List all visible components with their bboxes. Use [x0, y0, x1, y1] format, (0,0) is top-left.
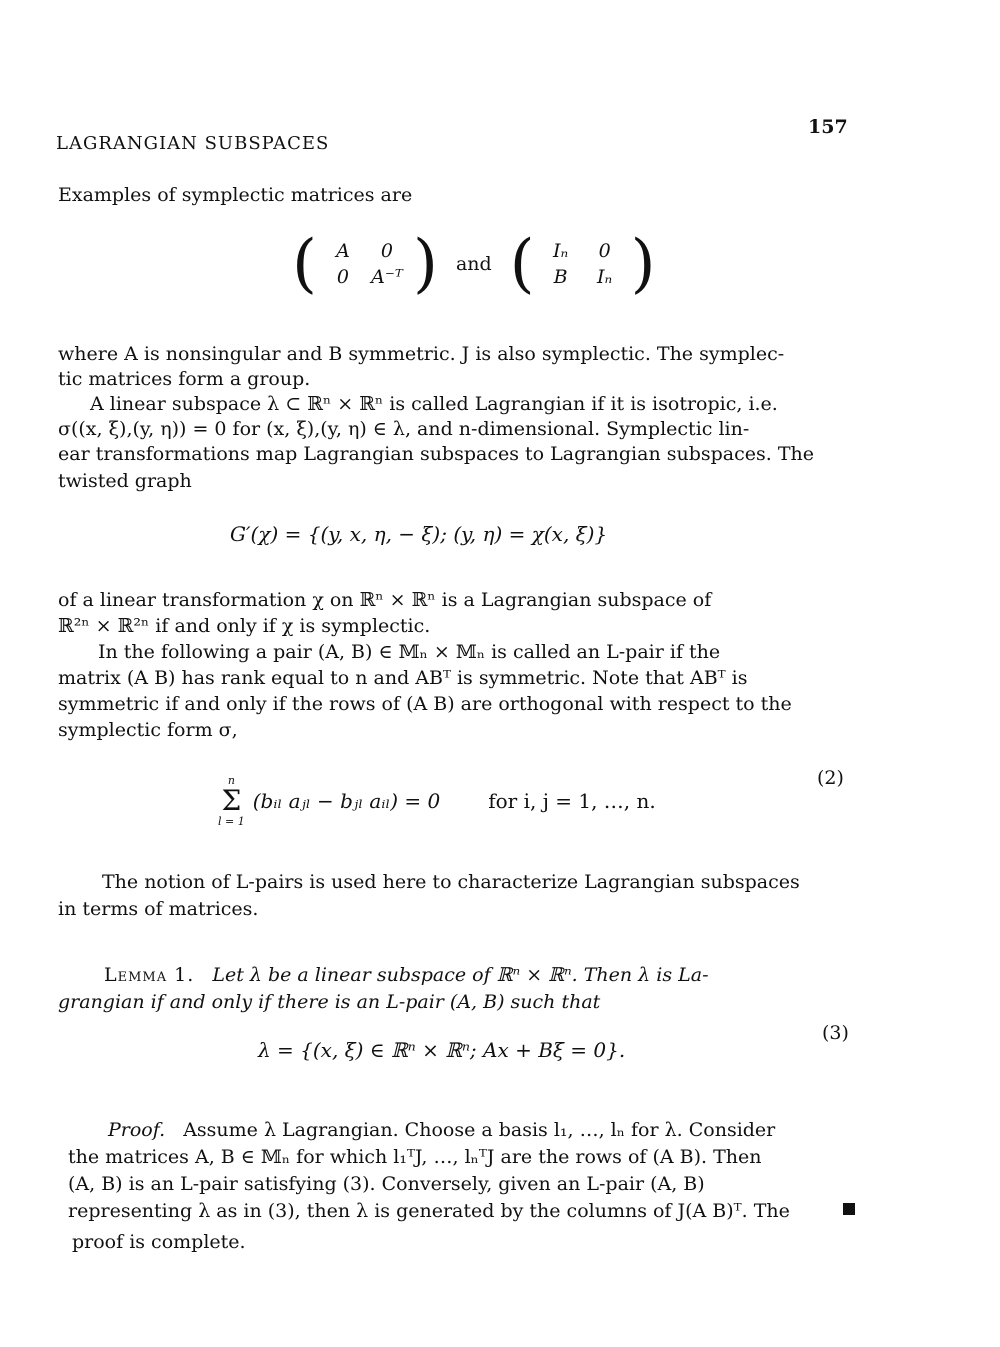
- paragraph-line: symplectic form σ,: [58, 719, 238, 741]
- matrix-entry: Iₙ: [597, 266, 613, 288]
- sum-upper-limit: n: [227, 774, 235, 787]
- equation-number-2: (2): [817, 767, 844, 789]
- matrix-first: [321, 240, 409, 288]
- matrix-entry: A⁻ᵀ: [371, 266, 403, 288]
- sum-lower-limit: l = 1: [218, 815, 245, 828]
- paragraph-line: where A is nonsingular and B symmetric. J is also symplectic. The symplec-: [58, 343, 785, 365]
- sigma-operator: [218, 774, 245, 828]
- paragraph-line: proof is complete.: [72, 1231, 246, 1253]
- matrix-entry: 0: [336, 266, 350, 288]
- paragraph-line: ear transformations map Lagrangian subspaces to Lagrangian subspaces. The: [58, 443, 814, 465]
- matrix-entry: A: [336, 240, 350, 262]
- paragraph-line: (A, B) is an L-pair satisfying (3). Conversely, given an L-pair (A, B): [68, 1173, 705, 1195]
- sigma-symbol: Σ: [221, 784, 242, 817]
- end-of-proof-mark: [843, 1203, 855, 1215]
- paragraph-line: matrix (A B) has rank equal to n and ABᵀ is symmetric. Note that ABᵀ is: [58, 667, 748, 689]
- running-title: LAGRANGIAN SUBSPACES: [56, 133, 330, 154]
- proof-first-line: [108, 1118, 858, 1143]
- matrix-second: [539, 240, 627, 288]
- sum-condition: for i, j = 1, …, n.: [488, 789, 656, 813]
- left-paren: (: [292, 227, 317, 301]
- paragraph-line: The notion of L-pairs is used here to characterize Lagrangian subspaces: [102, 871, 800, 893]
- lemma-first-line: [104, 963, 858, 988]
- paragraph-line: the matrices A, B ∈ 𝕄ₙ for which l₁ᵀJ, …, lₙᵀJ are the rows of (A B). Then: [68, 1146, 762, 1168]
- lambda-equation: λ = {(x, ξ) ∈ ℝⁿ × ℝⁿ; Ax + Bξ = 0}.: [258, 1038, 626, 1062]
- paragraph-line: grangian if and only if there is an L-pair (A, B) such that: [58, 991, 601, 1013]
- matrix-entry: 0: [598, 240, 611, 262]
- matrix-entry: 0: [380, 240, 394, 262]
- paragraph-line: In the following a pair (A, B) ∈ 𝕄ₙ × 𝕄ₙ is called an L-pair if the: [98, 641, 721, 663]
- equation-number-3: (3): [822, 1022, 849, 1044]
- left-paren: (: [509, 227, 535, 301]
- paragraph-line: of a linear transformation χ on ℝⁿ × ℝⁿ is a Lagrangian subspace of: [58, 589, 712, 611]
- proof-label: Proof.: [108, 1119, 166, 1141]
- twisted-graph-equation: G′(χ) = {(y, x, η, − ξ); (y, η) = χ(x, ξ)}: [230, 522, 608, 546]
- paragraph-line: tic matrices form a group.: [58, 368, 311, 390]
- paragraph-line: ℝ²ⁿ × ℝ²ⁿ if and only if χ is symplectic.: [58, 615, 431, 637]
- right-paren: ): [412, 227, 438, 301]
- matrix-entry: B: [553, 266, 568, 288]
- lemma-text: Let λ be a linear subspace of ℝⁿ × ℝⁿ. Then λ is La-: [212, 964, 709, 986]
- paragraph-line: in terms of matrices.: [58, 898, 259, 920]
- right-paren: ): [630, 227, 656, 301]
- lemma-label: Lemma 1.: [104, 964, 195, 986]
- paragraph-line: A linear subspace λ ⊂ ℝⁿ × ℝⁿ is called Lagrangian if it is isotropic, i.e.: [90, 393, 778, 415]
- paragraph-line: representing λ as in (3), then λ is generated by the columns of J(A B)ᵀ. The: [68, 1200, 790, 1222]
- paragraph-line: σ((x, ξ),(y, η)) = 0 for (x, ξ),(y, η) ∈ λ, and n-dimensional. Symplectic lin-: [58, 418, 750, 440]
- intro-text: Examples of symplectic matrices are: [58, 184, 413, 206]
- paragraph-line: symmetric if and only if the rows of (A B) are orthogonal with respect to the: [58, 693, 792, 715]
- page-number: 157: [808, 116, 848, 138]
- matrix-display: [292, 227, 656, 301]
- matrix-connector: and: [455, 253, 492, 275]
- sum-equation: [218, 774, 656, 828]
- sum-body: (bᵢₗ aⱼₗ − bⱼₗ aᵢₗ) = 0: [252, 789, 441, 813]
- proof-text: Assume λ Lagrangian. Choose a basis l₁, …, lₙ for λ. Consider: [183, 1119, 776, 1141]
- paragraph-line: twisted graph: [58, 470, 192, 492]
- matrix-entry: Iₙ: [553, 240, 569, 262]
